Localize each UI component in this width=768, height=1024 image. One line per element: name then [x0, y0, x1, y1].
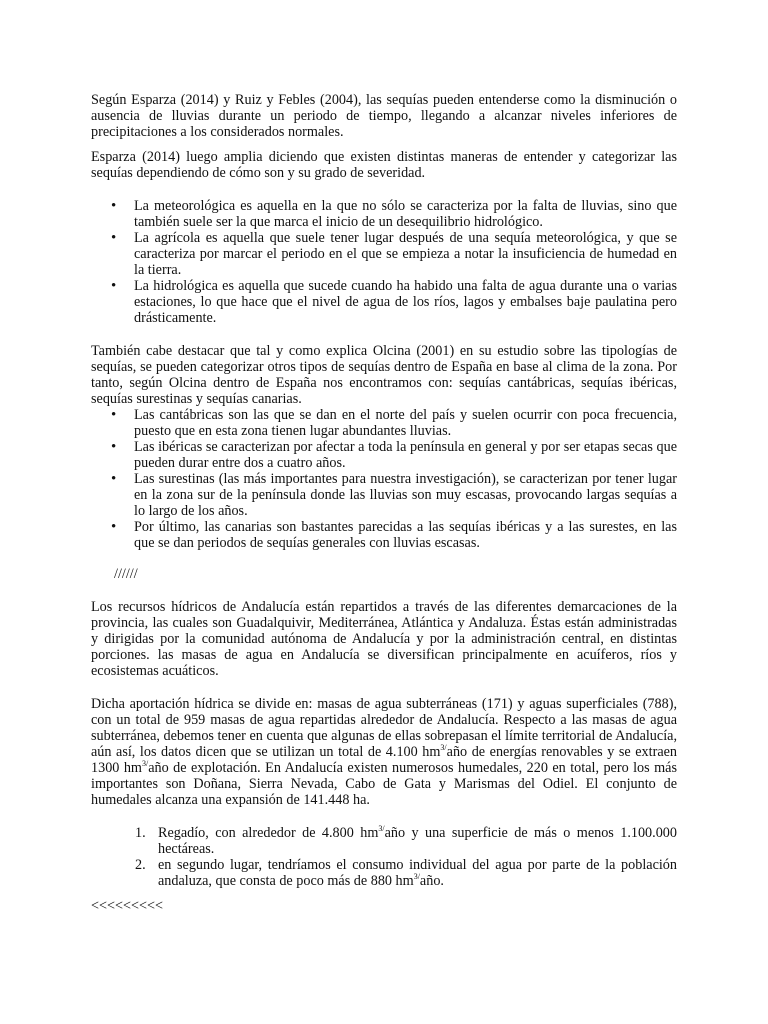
text-span: año de explotación. En Andalucía existen numerosos humedales, 220 en total, pero los más importantes son Doñana, Sierra Nevada, Cabo de Gata y Marismas del Odiel. El conjunto de humedales alcanza una expansión de 141.448 ha. — [91, 760, 677, 808]
paragraph-water-bodies — [91, 696, 677, 808]
superscript: 3/ — [141, 759, 149, 768]
paragraph-andalucia-resources: Los recursos hídricos de Andalucía están repartidos a través de las diferentes demarcaciones de la provincia, las cuales son Guadalquivir, Mediterránea, Atlántica y Andaluza. Éstas están administradas y dirigidas por la comunidad autónoma de Andalucía y por la administración central, en distintas porciones. las masas de agua en Andalucía se diversifican principalmente en acuíferos, ríos y ecosistemas acuáticos. — [91, 599, 677, 679]
water-use-list — [91, 825, 677, 889]
text-span: año y una superficie de más o menos 1.100.000 hectáreas. — [158, 825, 677, 857]
superscript: 3/ — [413, 872, 420, 881]
list-item: • La agrícola es aquella que suele tener lugar después de una sequía meteorológica, y que se caracteriza por marcar el periodo en el que se empieza a notar la insuficiencia de humedad en la tierra. — [91, 230, 677, 278]
regional-droughts-list — [91, 407, 677, 551]
superscript: 3/ — [378, 824, 385, 833]
paragraph-olcina: También cabe destacar que tal y como explica Olcina (2001) en su estudio sobre las tipologías de sequías, se pueden categorizar otros tipos de sequías dentro de España en base al clima de la zona. Por tanto, según Olcina dentro de España nos encontramos con: sequías cantábricas, sequías ibéricas, sequías surestinas y sequías canarias. — [91, 343, 677, 407]
list-item: • Las surestinas (las más importantes para nuestra investigación), se caracterizan por tener lugar en la zona sur de la península donde las lluvias son muy escasas, provocando largas sequías a lo largo de los años. — [91, 471, 677, 519]
paragraph-definition: Según Esparza (2014) y Ruiz y Febles (2004), las sequías pueden entenderse como la disminución o ausencia de lluvias durante un periodo de tiempo, llegando a alcanzar niveles inferiores de precipitaciones a los considerados normales. — [91, 92, 677, 140]
item-number: 1. — [135, 825, 146, 841]
item-number: 2. — [135, 857, 146, 873]
list-item: • Las ibéricas se caracterizan por afectar a toda la península en general y por ser etapas secas que pueden durar entre dos a cuatro años. — [91, 439, 677, 471]
drought-types-list — [91, 198, 677, 326]
document-body — [91, 92, 677, 914]
text-span: año de energías renovables y se extraen 1300 hm — [91, 744, 678, 776]
numbered-item — [91, 825, 677, 857]
text-span: Dicha aportación hídrica se divide en: masas de agua subterráneas (171) y aguas superficiales (788), con un total de 959 masas de agua repartidas alrededor de Andalucía. Respecto a las masas de agua subterránea, debemos tener en cuenta que algunas de ellas sobrepasan el límite territorial de Andalucía, aún así, los datos dicen que se utilizan un total de 4.100 hm — [91, 696, 677, 760]
superscript: 3/ — [440, 743, 447, 752]
list-item: • Las cantábricas son las que se dan en el norte del país y suelen ocurrir con poca frecuencia, puesto que en esta zona tienen lugar abundantes lluvias. — [91, 407, 677, 439]
section-separator: ////// — [114, 566, 138, 582]
text-span: en segundo lugar, tendríamos el consumo individual del agua por parte de la población andaluza, que consta de poco más de 880 hm — [158, 857, 677, 889]
paragraph-categories-intro: Esparza (2014) luego amplia diciendo que existen distintas maneras de entender y categorizar las sequías dependiendo de cómo son y su grado de severidad. — [91, 149, 677, 181]
text-span: Regadío, con alrededor de 4.800 hm — [158, 825, 379, 841]
list-item: • Por último, las canarias son bastantes parecidas a las sequías ibéricas y a las surestes, en las que se dan periodos de sequías generales con lluvias escasas. — [91, 519, 677, 551]
list-item: • La hidrológica es aquella que sucede cuando ha habido una falta de agua durante una o varias estaciones, lo que hace que el nivel de agua de los ríos, lagos y embalses baje paulatina pero drásticamente. — [91, 278, 677, 326]
numbered-item — [91, 857, 677, 889]
closing-marker: <<<<<<<<< — [91, 898, 164, 914]
text-span: año. — [419, 873, 444, 889]
list-item: • La meteorológica es aquella en la que no sólo se caracteriza por la falta de lluvias, sino que también suele ser la que marca el inicio de un desequilibrio hidrológico. — [91, 198, 677, 230]
